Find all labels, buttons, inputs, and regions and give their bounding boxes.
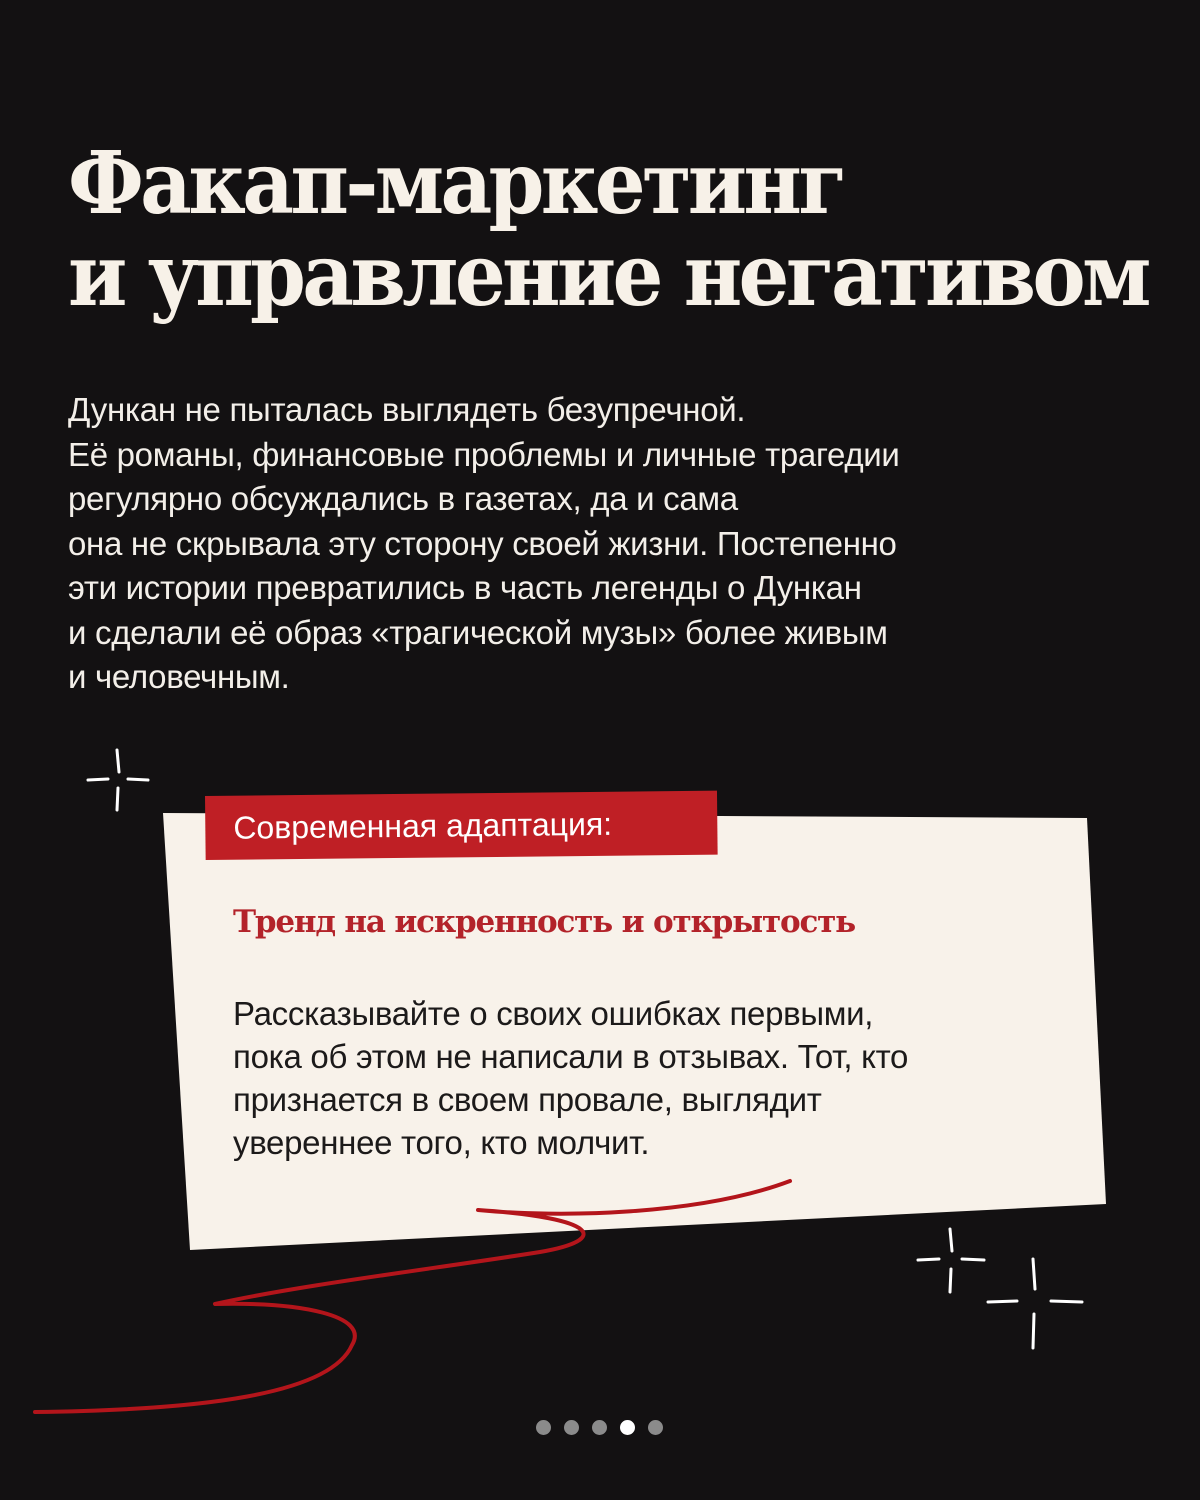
card-text-line: увереннее того, кто молчит. [233,1124,650,1161]
pager-dot[interactable] [564,1420,579,1435]
intro-line: она не скрывала эту сторону своей жизни. Постепенно [68,524,897,562]
title-line: и управление негативом [68,225,1148,326]
intro-line: и человечным. [68,658,290,695]
pager-dot[interactable] [592,1420,607,1435]
pager-dot[interactable] [620,1420,635,1435]
pager-dot[interactable] [536,1420,551,1435]
sparkle-icon [914,1226,988,1296]
card-label: Современная адаптация: [205,791,718,860]
card-text-line: Рассказывайте о своих ошибках первыми, [233,995,874,1032]
intro-line: Её романы, финансовые проблемы и личные трагедии [68,435,900,473]
card-text-line: пока об этом не написали в отзывах. Тот, кто [233,1038,909,1075]
title-line: Факап-маркетинг [68,133,844,234]
carousel-pager [536,1420,663,1435]
intro-line: Дункан не пыталась выглядеть безупречной. [68,391,746,428]
pager-dot[interactable] [648,1420,663,1435]
sparkle-icon [984,1256,1086,1352]
intro-line: и сделали её образ «трагической музы» более живым [68,613,888,651]
intro-line: эти истории превратились в часть легенды о Дункан [68,569,862,606]
intro-line: регулярно обсуждались в газетах, да и сама [68,480,738,517]
card-text-line: признается в своем провале, выглядит [233,1081,822,1118]
card-heading: Тренд на искренность и открытость [233,904,856,940]
